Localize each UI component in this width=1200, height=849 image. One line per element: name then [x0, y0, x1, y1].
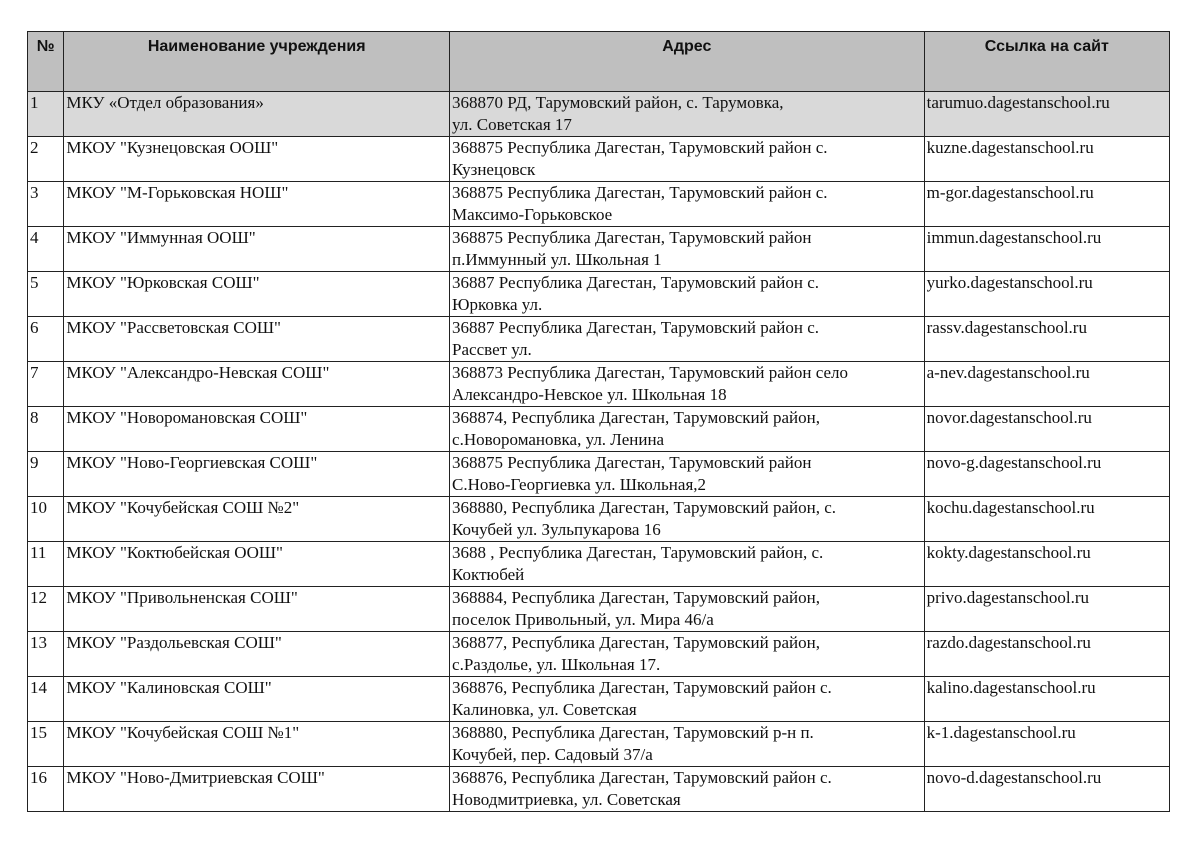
institution-address — [450, 632, 925, 677]
address-line-2: с.Новоромановка, ул. Ленина — [452, 430, 665, 449]
address-line-1: 368875 Республика Дагестан, Тарумовский район — [452, 228, 812, 247]
institution-address — [450, 227, 925, 272]
website-link[interactable]: tarumuo.dagestanschool.ru — [924, 92, 1169, 137]
institution-name: МКОУ "Раздольевская СОШ" — [64, 632, 450, 677]
institution-name: МКОУ "Рассветовская СОШ" — [64, 317, 450, 362]
row-number: 10 — [28, 497, 64, 542]
website-link[interactable]: a-nev.dagestanschool.ru — [924, 362, 1169, 407]
institution-address — [450, 767, 925, 812]
table-row — [28, 767, 1170, 812]
institution-address — [450, 92, 925, 137]
website-link[interactable]: k-1.dagestanschool.ru — [924, 722, 1169, 767]
table-row — [28, 92, 1170, 137]
address-line-1: 368874, Республика Дагестан, Тарумовский район, — [452, 408, 820, 427]
institutions-table — [27, 31, 1170, 812]
address-line-1: 368873 Республика Дагестан, Тарумовский район село — [452, 363, 848, 382]
header-institution-name: Наименование учреждения — [64, 32, 450, 92]
row-number: 12 — [28, 587, 64, 632]
institution-name: МКОУ "Коктюбейская ООШ" — [64, 542, 450, 587]
institution-address — [450, 677, 925, 722]
institution-name: МКОУ "Кочубейская СОШ №2" — [64, 497, 450, 542]
website-link[interactable]: razdo.dagestanschool.ru — [924, 632, 1169, 677]
row-number: 8 — [28, 407, 64, 452]
table-row — [28, 272, 1170, 317]
address-line-2: Юрковка ул. — [452, 295, 543, 314]
website-link[interactable]: kalino.dagestanschool.ru — [924, 677, 1169, 722]
website-link[interactable]: m-gor.dagestanschool.ru — [924, 182, 1169, 227]
institution-name: МКОУ "Калиновская СОШ" — [64, 677, 450, 722]
row-number: 9 — [28, 452, 64, 497]
table-row — [28, 452, 1170, 497]
table-row — [28, 587, 1170, 632]
website-link[interactable]: novor.dagestanschool.ru — [924, 407, 1169, 452]
website-link[interactable]: novo-g.dagestanschool.ru — [924, 452, 1169, 497]
website-link[interactable]: privo.dagestanschool.ru — [924, 587, 1169, 632]
institution-name: МКОУ "Ново-Дмитриевская СОШ" — [64, 767, 450, 812]
header-row — [28, 32, 1170, 92]
row-number: 6 — [28, 317, 64, 362]
row-number: 3 — [28, 182, 64, 227]
address-line-2: Александро-Невское ул. Школьная 18 — [452, 385, 727, 404]
website-link[interactable]: yurko.dagestanschool.ru — [924, 272, 1169, 317]
row-number: 5 — [28, 272, 64, 317]
table-row — [28, 362, 1170, 407]
row-number: 16 — [28, 767, 64, 812]
table-row — [28, 542, 1170, 587]
institution-address — [450, 542, 925, 587]
address-line-2: Рассвет ул. — [452, 340, 532, 359]
institution-address — [450, 137, 925, 182]
website-link[interactable]: rassv.dagestanschool.ru — [924, 317, 1169, 362]
address-line-2: Калиновка, ул. Советская — [452, 700, 637, 719]
row-number: 15 — [28, 722, 64, 767]
header-number: № — [28, 32, 64, 92]
table-body — [28, 92, 1170, 812]
table-row — [28, 182, 1170, 227]
institution-name: МКОУ "Юрковская СОШ" — [64, 272, 450, 317]
address-line-1: 3688 , Республика Дагестан, Тарумовский район, с. — [452, 543, 824, 562]
institution-address — [450, 362, 925, 407]
table-row — [28, 137, 1170, 182]
row-number: 2 — [28, 137, 64, 182]
institution-name: МКОУ "Кочубейская СОШ №1" — [64, 722, 450, 767]
row-number: 14 — [28, 677, 64, 722]
institution-name: МКОУ "Привольненская СОШ" — [64, 587, 450, 632]
website-link[interactable]: kochu.dagestanschool.ru — [924, 497, 1169, 542]
institution-name: МКОУ "Александро-Невская СОШ" — [64, 362, 450, 407]
table-row — [28, 407, 1170, 452]
institution-address — [450, 587, 925, 632]
header-address: Адрес — [450, 32, 925, 92]
table-row — [28, 632, 1170, 677]
website-link[interactable]: kokty.dagestanschool.ru — [924, 542, 1169, 587]
institution-address — [450, 452, 925, 497]
address-line-2: Коктюбей — [452, 565, 525, 584]
address-line-2: Максимо-Горьковское — [452, 205, 613, 224]
address-line-2: Кочубей ул. Зульпукарова 16 — [452, 520, 661, 539]
row-number: 11 — [28, 542, 64, 587]
website-link[interactable]: novo-d.dagestanschool.ru — [924, 767, 1169, 812]
table-row — [28, 317, 1170, 362]
address-line-1: 36887 Республика Дагестан, Тарумовский район с. — [452, 318, 819, 337]
website-link[interactable]: kuzne.dagestanschool.ru — [924, 137, 1169, 182]
institution-address — [450, 182, 925, 227]
institution-address — [450, 317, 925, 362]
address-line-1: 368870 РД, Тарумовский район, с. Тарумовка, — [452, 93, 784, 112]
row-number: 13 — [28, 632, 64, 677]
address-line-2: С.Ново-Георгиевка ул. Школьная,2 — [452, 475, 707, 494]
institution-name: МКОУ "Ново-Георгиевская СОШ" — [64, 452, 450, 497]
address-line-1: 368876, Республика Дагестан, Тарумовский район с. — [452, 768, 832, 787]
institution-name: МКОУ "Новоромановская СОШ" — [64, 407, 450, 452]
institution-address — [450, 497, 925, 542]
address-line-1: 368880, Республика Дагестан, Тарумовский район, с. — [452, 498, 836, 517]
address-line-1: 368875 Республика Дагестан, Тарумовский район с. — [452, 183, 828, 202]
table-row — [28, 227, 1170, 272]
row-number: 4 — [28, 227, 64, 272]
address-line-1: 368875 Республика Дагестан, Тарумовский район — [452, 453, 812, 472]
address-line-2: Кузнецовск — [452, 160, 536, 179]
row-number: 1 — [28, 92, 64, 137]
institution-address — [450, 722, 925, 767]
table-row — [28, 722, 1170, 767]
address-line-2: ул. Советская 17 — [452, 115, 572, 134]
address-line-1: 368880, Республика Дагестан, Тарумовский р-н п. — [452, 723, 814, 742]
table-row — [28, 497, 1170, 542]
institution-address — [450, 407, 925, 452]
address-line-1: 36887 Республика Дагестан, Тарумовский район с. — [452, 273, 819, 292]
address-line-1: 368877, Республика Дагестан, Тарумовский район, — [452, 633, 820, 652]
institution-name: МКОУ "Кузнецовская ООШ" — [64, 137, 450, 182]
row-number: 7 — [28, 362, 64, 407]
website-link[interactable]: immun.dagestanschool.ru — [924, 227, 1169, 272]
address-line-1: 368876, Республика Дагестан, Тарумовский район с. — [452, 678, 832, 697]
institution-address — [450, 272, 925, 317]
table-row — [28, 677, 1170, 722]
address-line-2: Кочубей, пер. Садовый 37/а — [452, 745, 653, 764]
address-line-2: поселок Привольный, ул. Мира 46/а — [452, 610, 714, 629]
header-website-link: Ссылка на сайт — [924, 32, 1169, 92]
institution-name: МКУ «Отдел образования» — [64, 92, 450, 137]
address-line-2: Новодмитриевка, ул. Советская — [452, 790, 681, 809]
institution-name: МКОУ "М-Горьковская НОШ" — [64, 182, 450, 227]
address-line-2: с.Раздолье, ул. Школьная 17. — [452, 655, 661, 674]
address-line-2: п.Иммунный ул. Школьная 1 — [452, 250, 662, 269]
institution-name: МКОУ "Иммунная ООШ" — [64, 227, 450, 272]
address-line-1: 368884, Республика Дагестан, Тарумовский район, — [452, 588, 820, 607]
address-line-1: 368875 Республика Дагестан, Тарумовский район с. — [452, 138, 828, 157]
